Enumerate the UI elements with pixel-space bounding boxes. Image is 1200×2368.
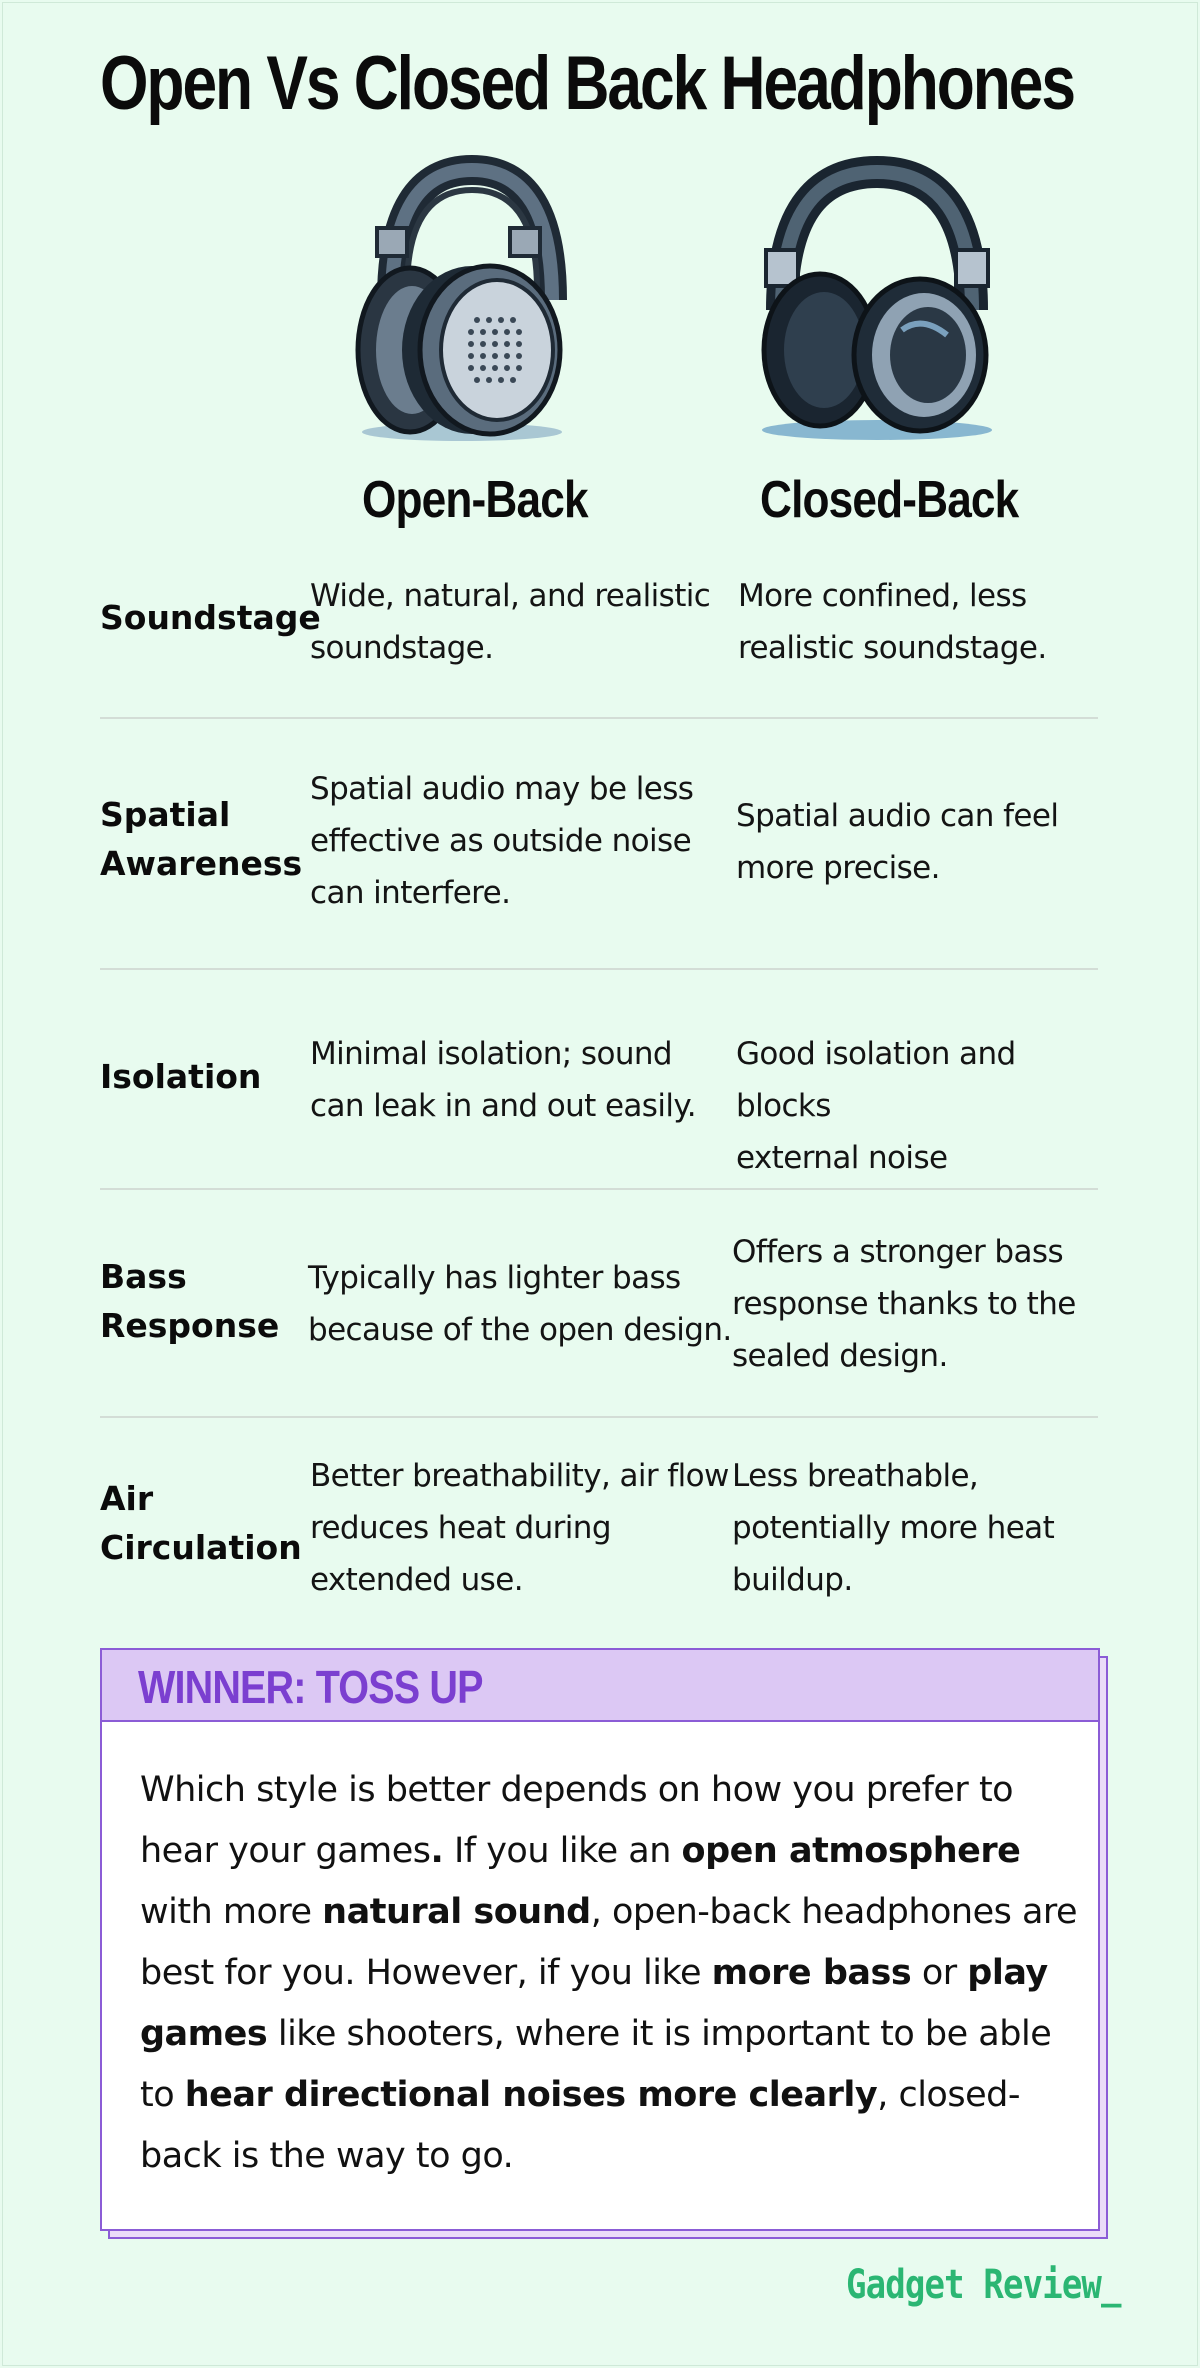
cell-line: potentially more heat	[732, 1510, 1055, 1546]
winner-text-bold: .	[430, 1831, 444, 1871]
column-header-closed-back: Closed-Back	[760, 471, 1019, 529]
row-divider	[100, 717, 1098, 719]
cell-line: soundstage.	[310, 630, 494, 666]
winner-text-bold: natural sound	[322, 1892, 591, 1932]
cell-line: Minimal isolation; sound	[310, 1036, 672, 1072]
closed-back-headphones-icon	[752, 150, 1002, 445]
winner-text-segment: with more	[140, 1892, 323, 1932]
winner-callout	[100, 1648, 1100, 2231]
cell-line: effective as outside noise	[310, 823, 692, 859]
cell-line: realistic soundstage.	[738, 630, 1047, 666]
winner-text-segment: like shooters, where it is important to be able to	[140, 2014, 1052, 2115]
comparison-row-bass-response	[100, 1226, 1098, 1396]
cell-line: reduces heat during	[310, 1510, 611, 1546]
cell-line: Typically has lighter bass	[308, 1260, 681, 1296]
row-label	[100, 1252, 279, 1350]
row-divider	[100, 1188, 1098, 1190]
closed-back-cell	[738, 570, 1047, 674]
winner-text-bold: open atmosphere	[681, 1831, 1021, 1871]
row-label-line: Awareness	[100, 844, 303, 883]
closed-back-cell	[736, 1028, 1098, 1184]
winner-header	[102, 1650, 1098, 1722]
winner-body-text	[140, 1760, 1080, 2187]
winner-text-segment: Which style is better depends on how you prefer to hear your games	[140, 1770, 1014, 1871]
row-label	[100, 1052, 261, 1101]
row-label-line: Soundstage	[100, 598, 321, 637]
open-back-cell	[310, 1450, 729, 1606]
cell-line: can leak in and out easily.	[310, 1088, 696, 1124]
open-back-cell	[310, 570, 710, 674]
row-label-line: Air	[100, 1479, 154, 1518]
row-label	[100, 790, 302, 888]
row-label	[100, 593, 321, 642]
winner-text-segment: , closed-back is the way to go.	[140, 2075, 1020, 2176]
winner-heading: WINNER: TOSS UP	[138, 1661, 483, 1713]
cell-line: sealed design.	[732, 1338, 948, 1374]
closed-back-cell	[736, 790, 1058, 894]
comparison-row-air-circulation	[100, 1450, 1098, 1620]
cell-line: response thanks to the	[732, 1286, 1076, 1322]
cell-line: external noise	[736, 1140, 948, 1176]
comparison-row-spatial-awareness	[100, 763, 1098, 963]
cell-line: Wide, natural, and realistic	[310, 578, 711, 614]
cell-line: can interfere.	[310, 875, 511, 911]
row-label-line: Circulation	[100, 1528, 302, 1567]
column-header-open-back: Open-Back	[362, 471, 588, 529]
cell-line: Offers a stronger bass	[732, 1234, 1064, 1270]
winner-text-bold: hear directional noises more clearly	[184, 2075, 878, 2115]
cell-line: Good isolation and blocks	[736, 1036, 1016, 1124]
open-back-cell	[310, 1028, 696, 1132]
cell-line: extended use.	[310, 1562, 523, 1598]
row-label-line: Bass	[100, 1257, 187, 1296]
cell-line: More confined, less	[738, 578, 1027, 614]
page-title: Open Vs Closed Back Headphones	[100, 41, 1074, 126]
comparison-row-soundstage	[100, 570, 1098, 710]
open-back-cell	[310, 763, 693, 919]
cell-line: Less breathable,	[732, 1458, 979, 1494]
cell-line: because of the open design.	[308, 1312, 732, 1348]
closed-back-cell	[732, 1226, 1076, 1382]
cell-line: buildup.	[732, 1562, 853, 1598]
open-back-cell	[308, 1252, 732, 1356]
closed-back-cell	[732, 1450, 1054, 1606]
row-label-line: Spatial	[100, 795, 231, 834]
cell-line: Better breathability, air flow	[310, 1458, 729, 1494]
winner-text-segment: If you like an	[443, 1831, 682, 1871]
winner-callout-box	[100, 1648, 1100, 2231]
row-divider	[100, 1416, 1098, 1418]
winner-text-segment: , open-back headphones are best for you. However, if you like	[140, 1892, 1078, 1993]
row-divider	[100, 968, 1098, 970]
winner-text-segment: or	[911, 1953, 968, 1993]
brand-logo: Gadget Review_	[846, 2262, 1121, 2308]
row-label	[100, 1474, 302, 1572]
cell-line: Spatial audio may be less	[310, 771, 694, 807]
cell-line: Spatial audio can feel	[736, 798, 1059, 834]
cell-line: more precise.	[736, 850, 940, 886]
open-back-headphones-icon	[352, 150, 582, 445]
winner-text-bold: more bass	[711, 1953, 912, 1993]
winner-text-bold: play games	[140, 1953, 1048, 2054]
comparison-row-isolation	[100, 1028, 1098, 1176]
row-label-line: Isolation	[100, 1057, 262, 1096]
row-label-line: Response	[100, 1306, 280, 1345]
